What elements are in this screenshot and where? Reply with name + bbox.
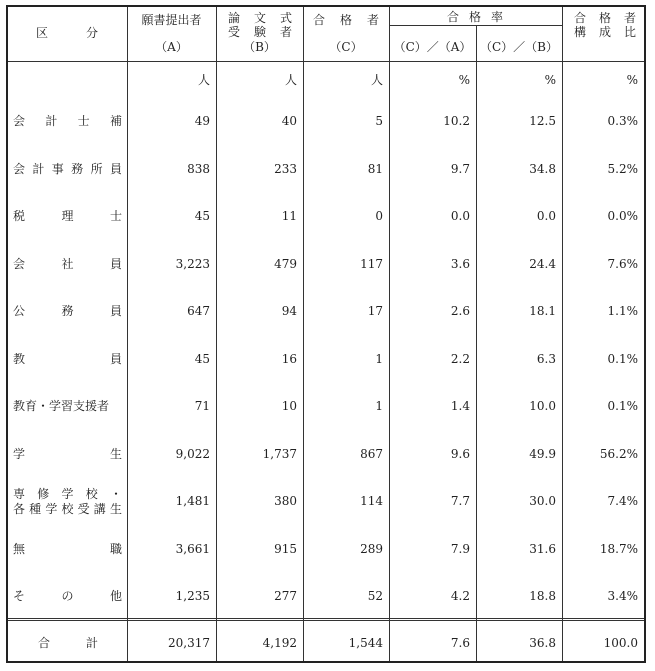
- header-pass-rate-char: 格: [468, 10, 481, 24]
- row-rate-cb-cell: 18.1: [529, 304, 556, 318]
- column-divider: [562, 7, 563, 661]
- total-passers-cell: 1,544: [348, 636, 383, 650]
- row-applicants-cell: 45: [194, 351, 210, 366]
- row-label-char: 補: [109, 114, 122, 128]
- row-applicants-cell: 49: [194, 114, 210, 128]
- total-divider: [8, 618, 644, 621]
- row-passers-cell: 81: [367, 161, 383, 176]
- row-composition-cell: 18.7%: [599, 541, 638, 556]
- row-applicants-cell: 3,661: [175, 541, 210, 556]
- header-composition-line1: [574, 11, 636, 25]
- row-rate-ca-cell: 1.4: [450, 399, 470, 413]
- row-rate-cb-cell: 10.0: [529, 399, 556, 413]
- row-passers-cell: 289: [360, 541, 383, 556]
- row-composition-cell: 7.6%: [607, 256, 638, 271]
- row-essay-cell: 277: [274, 589, 297, 603]
- column-divider: [476, 25, 477, 661]
- row-label-char: 員: [109, 256, 122, 271]
- total-applicants-cell: 20,317: [168, 636, 210, 650]
- row-label-char: 所: [90, 161, 103, 176]
- unit-label: 人: [370, 73, 383, 87]
- row-essay-cell: 1,737: [262, 446, 297, 461]
- total-label: [38, 636, 98, 650]
- row-label-char: 員: [109, 304, 122, 318]
- row-label-char: 学: [61, 487, 74, 501]
- row-label-char: 理: [61, 209, 74, 223]
- row-rate-ca-cell: 2.2: [450, 351, 470, 366]
- header-pass-rate-char: 合: [447, 10, 460, 24]
- unit-label: 人: [284, 73, 297, 87]
- row-label-char: 社: [61, 256, 74, 271]
- row-label-char: 受: [77, 502, 90, 516]
- row-composition-cell: 0.1%: [607, 399, 638, 413]
- row-composition-cell: 7.4%: [607, 494, 638, 508]
- row-label: [13, 257, 122, 271]
- row-rate-ca-cell: 7.7: [450, 494, 470, 508]
- header-essay-code: （B）: [243, 40, 276, 54]
- row-rate-cb-cell: 31.6: [529, 541, 556, 556]
- row-applicants-cell: 45: [194, 209, 210, 223]
- total-essay-cell: 4,192: [262, 636, 297, 650]
- row-essay-cell: 16: [281, 351, 297, 366]
- row-rate-ca-cell: 3.6: [450, 256, 470, 271]
- header-passers-char: 合: [313, 13, 326, 27]
- column-divider: [303, 7, 304, 661]
- row-label: [13, 502, 122, 516]
- header-essay-line2-char: 験: [253, 25, 266, 39]
- row-label-char: 員: [109, 161, 122, 176]
- unit-label: %: [626, 73, 638, 87]
- row-label-char: 校: [61, 502, 74, 516]
- total-label-char: 計: [85, 636, 98, 650]
- row-label: [13, 447, 122, 461]
- row-label-char: 専: [13, 487, 26, 501]
- statistics-table: [6, 5, 646, 663]
- row-passers-cell: 5: [375, 114, 383, 128]
- row-rate-ca-cell: 4.2: [450, 589, 470, 603]
- header-applicants-code: （A）: [155, 40, 188, 54]
- row-applicants-cell: 838: [187, 161, 210, 176]
- header-category: [36, 26, 98, 40]
- row-label-char: 事: [51, 161, 64, 176]
- row-label-char: の: [61, 589, 74, 603]
- row-essay-cell: 380: [274, 494, 297, 508]
- row-rate-cb-cell: 12.5: [529, 114, 556, 128]
- row-label-char: 会: [13, 256, 26, 271]
- header-pass-rate-char: 率: [490, 10, 503, 24]
- row-label: [13, 304, 122, 318]
- row-composition-cell: 1.1%: [607, 304, 638, 318]
- row-label-char: 務: [71, 161, 84, 176]
- total-rate-ca-cell: 7.6: [450, 636, 470, 650]
- row-rate-cb-cell: 49.9: [529, 446, 556, 461]
- row-label-char: 計: [45, 114, 58, 128]
- column-divider: [216, 7, 217, 661]
- row-label-char: 各: [13, 502, 26, 516]
- row-applicants-cell: 3,223: [175, 256, 210, 271]
- row-passers-cell: 0: [375, 209, 383, 223]
- row-composition-cell: 0.3%: [607, 114, 638, 128]
- row-passers-cell: 17: [367, 304, 383, 318]
- row-label-char: 士: [109, 209, 122, 223]
- row-essay-cell: 10: [281, 399, 297, 413]
- row-label-char: 会: [13, 161, 26, 176]
- row-applicants-cell: 9,022: [175, 446, 210, 461]
- row-rate-cb-cell: 6.3: [536, 351, 556, 366]
- header-composition-line2: [574, 25, 636, 39]
- row-rate-ca-cell: 9.6: [450, 446, 470, 461]
- row-passers-cell: 1: [375, 351, 383, 366]
- row-label: [13, 114, 122, 128]
- row-label-char: 学: [45, 502, 58, 516]
- row-label-char: 計: [32, 161, 45, 176]
- header-divider: [8, 61, 644, 62]
- row-composition-cell: 0.0%: [607, 209, 638, 223]
- row-essay-cell: 94: [281, 304, 297, 318]
- header-applicants: 願書提出者: [141, 13, 202, 27]
- row-essay-cell: 915: [274, 541, 297, 556]
- row-label-char: 講: [93, 502, 106, 516]
- row-rate-cb-cell: 0.0: [536, 209, 556, 223]
- header-composition-line2-char: 構: [574, 25, 587, 39]
- row-label-char: 無: [13, 541, 26, 556]
- row-passers-cell: 114: [360, 494, 383, 508]
- column-divider: [127, 7, 128, 661]
- header-essay-line1-char: 式: [279, 11, 292, 25]
- row-rate-ca-cell: 7.9: [450, 541, 470, 556]
- pass-rate-subheader-line: [389, 25, 563, 26]
- total-label-char: 合: [38, 636, 51, 650]
- header-rate-ca: （C）／（A）: [393, 40, 472, 54]
- row-label-char: 種: [29, 502, 42, 516]
- header-composition-line1-char: 合: [574, 11, 587, 25]
- column-divider: [389, 7, 390, 661]
- unit-label: 人: [197, 73, 210, 87]
- header-composition-line1-char: 者: [623, 11, 636, 25]
- header-essay-line2-char: 受: [228, 25, 241, 39]
- row-label-char: 員: [109, 351, 122, 366]
- header-composition-line2-char: 成: [598, 25, 611, 39]
- header-rate-cb: （C）／（B）: [479, 40, 558, 54]
- row-passers-cell: 117: [360, 256, 383, 271]
- header-essay-line1-char: 論: [228, 11, 241, 25]
- row-label-char: 教: [13, 351, 26, 366]
- header-essay-line2-char: 者: [279, 25, 292, 39]
- row-label-char: 公: [13, 304, 26, 318]
- header-composition-line1-char: 格: [598, 11, 611, 25]
- row-label-char: 生: [109, 446, 122, 461]
- row-passers-cell: 1: [375, 399, 383, 413]
- row-composition-cell: 3.4%: [607, 589, 638, 603]
- header-category-char: 区: [36, 26, 49, 40]
- row-rate-cb-cell: 34.8: [529, 161, 556, 176]
- row-applicants-cell: 1,481: [175, 494, 210, 508]
- row-label-char: 会: [13, 114, 26, 128]
- row-label-char: 士: [77, 114, 90, 128]
- row-label: 教育・学習支援者: [13, 399, 110, 413]
- row-label: [13, 487, 122, 501]
- row-label-char: 職: [109, 541, 122, 556]
- row-label-char: 他: [109, 589, 122, 603]
- header-passers-char: 格: [339, 13, 352, 27]
- row-label: [13, 352, 122, 366]
- header-essay-line2: [228, 25, 292, 39]
- row-composition-cell: 56.2%: [599, 446, 638, 461]
- row-label-char: 修: [37, 487, 50, 501]
- row-passers-cell: 52: [367, 589, 383, 603]
- row-essay-cell: 40: [281, 114, 297, 128]
- row-label-char: 生: [109, 502, 122, 516]
- row-rate-ca-cell: 10.2: [443, 114, 470, 128]
- row-label: [13, 589, 122, 603]
- row-composition-cell: 0.1%: [607, 351, 638, 366]
- row-applicants-cell: 1,235: [175, 589, 210, 603]
- row-essay-cell: 479: [274, 256, 297, 271]
- row-rate-cb-cell: 24.4: [529, 256, 556, 271]
- row-label-char: そ: [13, 589, 26, 603]
- row-label: [13, 542, 122, 556]
- row-label-char: ・: [109, 487, 122, 501]
- header-essay-line1: [228, 11, 292, 25]
- row-label-char: 校: [85, 487, 98, 501]
- header-composition-line2-char: 比: [623, 25, 636, 39]
- row-rate-cb-cell: 18.8: [529, 589, 556, 603]
- row-rate-ca-cell: 2.6: [450, 304, 470, 318]
- row-label: [13, 162, 122, 176]
- row-passers-cell: 867: [360, 446, 383, 461]
- row-label-char: 務: [61, 304, 74, 318]
- row-rate-cb-cell: 30.0: [529, 494, 556, 508]
- row-essay-cell: 233: [274, 161, 297, 176]
- row-rate-ca-cell: 0.0: [450, 209, 470, 223]
- row-essay-cell: 11: [281, 209, 297, 223]
- total-rate-cb-cell: 36.8: [529, 636, 556, 650]
- row-applicants-cell: 71: [194, 399, 210, 413]
- row-composition-cell: 5.2%: [607, 161, 638, 176]
- row-rate-ca-cell: 9.7: [450, 161, 470, 176]
- row-label: [13, 209, 122, 223]
- header-pass-rate: [447, 10, 503, 24]
- unit-label: %: [458, 73, 470, 87]
- unit-label: %: [544, 73, 556, 87]
- row-applicants-cell: 647: [187, 304, 210, 318]
- header-essay-line1-char: 文: [253, 11, 266, 25]
- header-passers-code: （C）: [329, 40, 363, 54]
- header-passers-char: 者: [366, 13, 379, 27]
- row-label-char: 税: [13, 209, 26, 223]
- header-category-char: 分: [85, 26, 98, 40]
- header-passers: [313, 13, 379, 27]
- total-composition-cell: 100.0: [603, 636, 638, 650]
- row-label-char: 学: [13, 446, 26, 461]
